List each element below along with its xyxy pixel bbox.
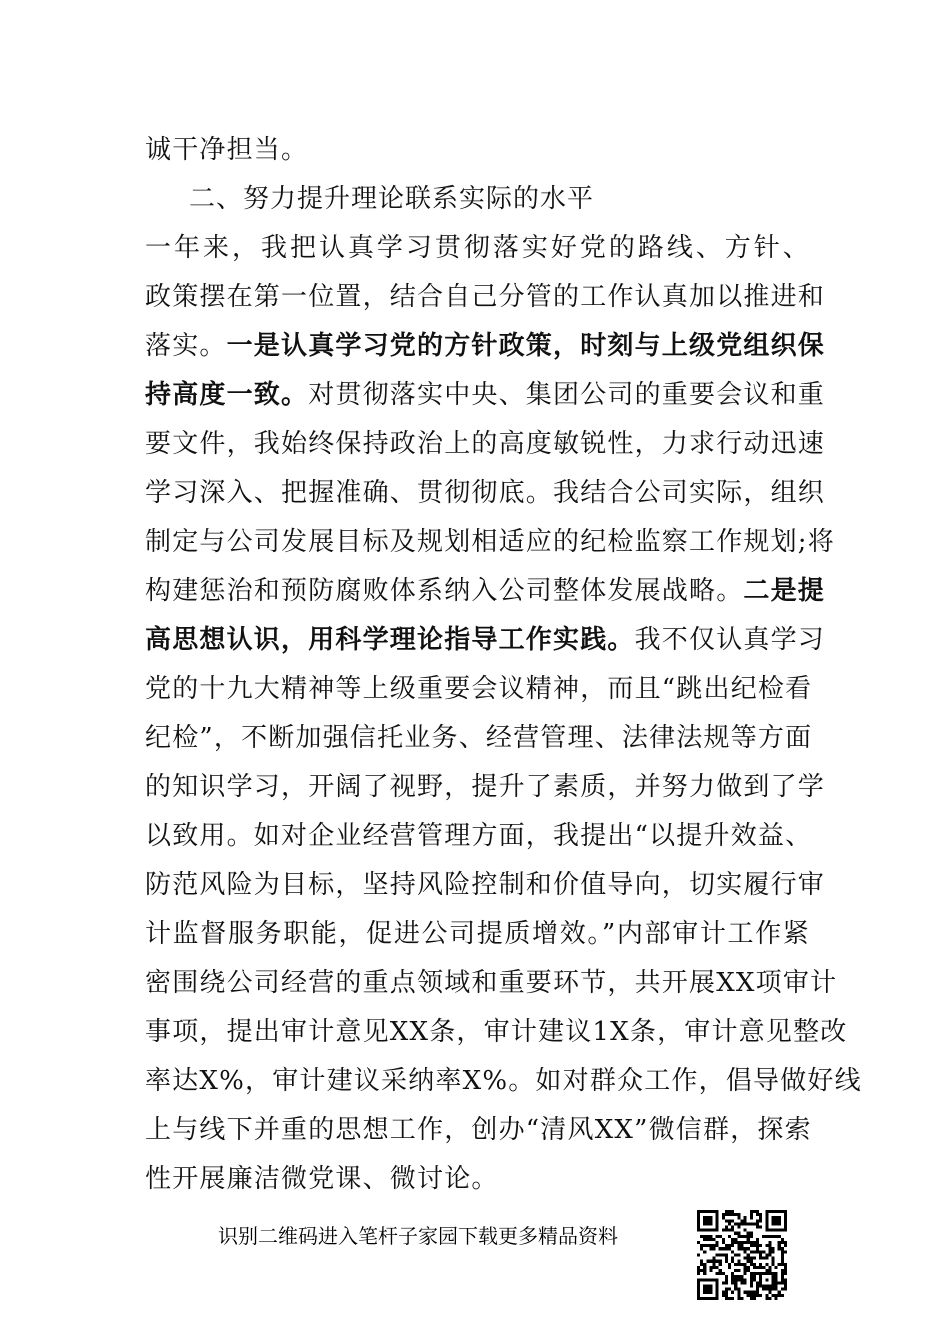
body-text: 的知识学习，开阔了视野，提升了素质，并努力做到了学 xyxy=(145,772,826,802)
body-text: 落实。 xyxy=(145,331,227,361)
body-text: 以致用。如对企业经营管理方面，我提出“以提升效益、 xyxy=(145,821,813,851)
body-text: 构建惩治和预防腐败体系纳入公司整体发展战略。 xyxy=(145,576,744,606)
body-text: 学习深入、把握准确、贯彻彻底。我结合公司实际，组织 xyxy=(145,478,826,508)
paragraph-line xyxy=(145,518,835,567)
paragraph-line xyxy=(145,126,810,175)
paragraph-line xyxy=(145,469,826,518)
paragraph-line xyxy=(145,763,826,812)
bold-text: 一是认真学习党的方针政策，时刻与上级党组织保 xyxy=(226,331,826,361)
paragraph-line xyxy=(145,910,810,959)
paragraph-line xyxy=(145,420,826,469)
section-heading: 二、努力提升理论联系实际的水平 xyxy=(189,184,595,214)
paragraph-line xyxy=(145,322,826,371)
body-text: 率达X%，审计建议采纳率X%。如对群众工作，倡导做好线 xyxy=(145,1066,862,1096)
body-text: 我不仅认真学习 xyxy=(634,625,826,655)
body-text: 对贯彻落实中央、集团公司的重要会议和重 xyxy=(308,380,826,410)
paragraph-line xyxy=(145,1155,810,1204)
body-text: 党的十九大精神等上级重要会议精神，而且“跳出纪检看 xyxy=(145,674,813,704)
bold-text: 二是提 xyxy=(743,576,826,606)
footer xyxy=(0,1208,950,1308)
document-body xyxy=(145,126,862,1204)
bold-text: 持高度一致。 xyxy=(145,380,309,410)
paragraph-line xyxy=(145,665,813,714)
paragraph-line xyxy=(145,1008,848,1057)
body-text: 防范风险为目标，坚持风险控制和价值导向，切实履行审 xyxy=(145,870,826,900)
body-text: 纪检”，不断加强信托业务、经营管理、法律法规等方面 xyxy=(145,723,813,753)
paragraph-line xyxy=(145,959,838,1008)
paragraph-line xyxy=(145,1057,862,1106)
paragraph-line xyxy=(145,371,826,420)
paragraph-line xyxy=(145,1106,810,1155)
body-text: 性开展廉洁微党课、微讨论。 xyxy=(145,1164,499,1194)
paragraph-line xyxy=(145,861,826,910)
body-text: 诚干净担当。 xyxy=(145,135,309,165)
bold-text: 高思想认识，用科学理论指导工作实践。 xyxy=(145,625,635,655)
paragraph-line xyxy=(145,812,813,861)
body-text: 事项，提出审计意见XX条，审计建议1X条，审计意见整改 xyxy=(145,1017,848,1047)
body-text: 上与线下并重的思想工作，创办“清风XX”微信群，探索 xyxy=(145,1115,812,1145)
paragraph-line xyxy=(145,273,826,322)
body-text: 要文件，我始终保持政治上的高度敏锐性，力求行动迅速 xyxy=(145,429,826,459)
body-text: 制定与公司发展目标及规划相适应的纪检监察工作规划;将 xyxy=(145,527,835,557)
paragraph-line xyxy=(145,224,810,273)
body-text: 密围绕公司经营的重点领域和重要环节，共开展XX项审计 xyxy=(145,968,838,998)
body-text: 一年来，我把认真学习贯彻落实好党的路线、方针、 xyxy=(145,233,810,263)
paragraph-line xyxy=(145,714,813,763)
body-text: 计监督服务职能，促进公司提质增效。”内部审计工作紧 xyxy=(145,919,810,949)
qr-code-icon xyxy=(697,1210,787,1300)
body-text: 政策摆在第一位置，结合自己分管的工作认真加以推进和 xyxy=(145,282,826,312)
paragraph-line xyxy=(145,567,826,616)
footer-promo-text: 识别二维码进入笔杆子家园下载更多精品资料 xyxy=(218,1224,618,1248)
paragraph-line xyxy=(145,616,826,665)
